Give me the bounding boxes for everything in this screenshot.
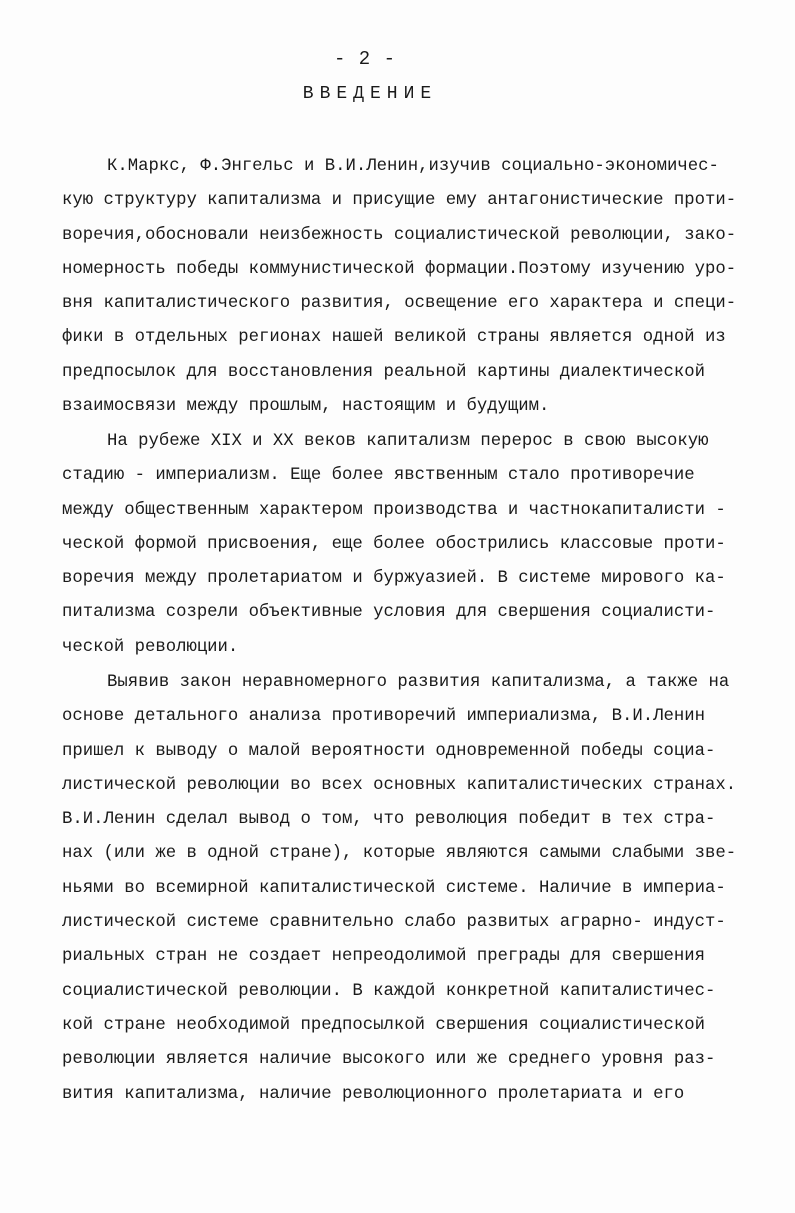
text-line: воречия между пролетариатом и буржуазией. В системе мирового ка-	[62, 569, 726, 589]
text-line: пришел к выводу о малой вероятности одновременной победы социа-	[62, 741, 716, 761]
text-line: листической революции во всех основных капиталистических странах.	[62, 775, 737, 795]
text-line: ческой революции.	[62, 637, 239, 657]
text-line: кую структуру капитализма и присущие ему антагонистические проти-	[62, 191, 737, 211]
text-line: номерность победы коммунистической формации.Поэтому изучению уро-	[62, 259, 737, 279]
text-line: взаимосвязи между прошлым, настоящим и будущим.	[62, 397, 550, 417]
text-line: социалистической революции. В каждой конкретной капиталистичес-	[62, 981, 716, 1001]
text-line: фики в отдельных регионах нашей великой страны является одной из	[62, 328, 726, 348]
text-line: листической системе сравнительно слабо развитых аграрно- индуст-	[62, 913, 726, 933]
text-line: вития капитализма, наличие революционного пролетариата и его	[62, 1084, 685, 1104]
text-line: ческой формой присвоения, еще более обострились классовые проти-	[62, 534, 726, 554]
text-line: питализма созрели объективные условия для свершения социалисти-	[62, 603, 716, 623]
text-line: стадию - империализм. Еще более явственным стало противоречие	[62, 466, 695, 486]
text-line: На рубеже XIX и XX веков капитализм перерос в свою высокую	[107, 432, 709, 451]
paragraph-1	[62, 150, 752, 424]
text-line: кой стране необходимой предпосылкой свершения социалистической	[62, 1015, 705, 1035]
text-line: предпосылок для восстановления реальной картины диалектической	[62, 362, 705, 382]
text-line: нах (или же в одной стране), которые являются самыми слабыми зве-	[62, 844, 737, 864]
text-line: В.И.Ленин сделал вывод о том, что революция победит в тех стра-	[62, 810, 716, 830]
text-line: воречия,обосновали неизбежность социалистической революции, зако-	[62, 225, 737, 245]
paragraph-3	[62, 666, 752, 1112]
paragraph-2	[62, 425, 752, 665]
text-line: К.Маркс, Ф.Энгельс и В.И.Ленин,изучив социально-экономичес-	[107, 157, 719, 176]
page-number: - 2 -	[333, 48, 396, 70]
section-heading: ВВЕДЕНИЕ	[302, 84, 438, 104]
text-line: риальных стран не создает непреодолимой преграды для свершения	[62, 947, 705, 967]
text-line: ньями во всемирной капиталистической системе. Наличие в империа-	[62, 878, 726, 898]
text-line: вня капиталистического развития, освещение его характера и специ-	[62, 294, 737, 314]
text-line: Выявив закон неравномерного развития капитализма, а также на	[107, 673, 730, 692]
text-line: основе детального анализа противоречий империализма, В.И.Ленин	[62, 707, 705, 727]
text-line: революции является наличие высокого или же среднего уровня раз-	[62, 1050, 716, 1070]
text-line: между общественным характером производства и частнокапиталисти -	[62, 500, 726, 520]
